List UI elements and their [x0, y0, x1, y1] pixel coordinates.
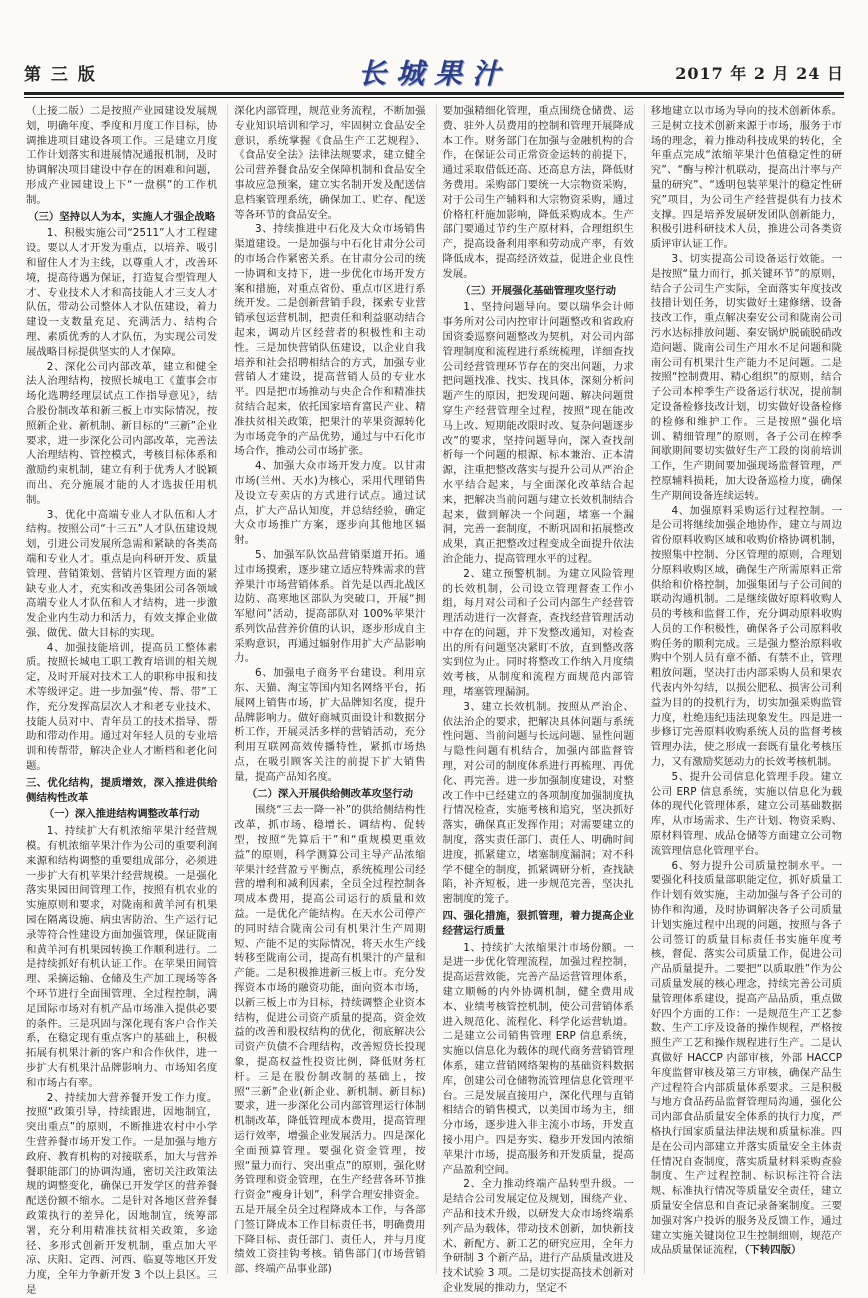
paragraph: 3、建立长效机制。按照从严治企、依法治企的要求，把解决具体问题与系统性问题、当前问题与长远问题、显性问题与隐性问题有机结合，加强内部监督管理，对公司的制度体系进行再梳理、再优化、再完善。进一步加强制度建设，对整改工作中已经建立的各项制度加强制度执行情况检查，实施考核和追究，坚决抓好落实，确保真正发挥作用；对需要建立的制度，落实责任部门、责任人、明确时间进度，抓紧建立，堵塞制度漏洞；对不科学不健全的制度，抓紧调研分析，查找缺陷，补齐短板，进一步规范完善，坚决扎密制度的笼子。	[442, 700, 634, 906]
paragraph: 2、全力推动终端产品转型升级。一是结合公司发展定位及规划，围绕产业、产品和技术升级，以研发大众市场终端系列产品为载体，带动技术创新，加快新技术、新配方、新工艺的研究应用，全年力争研制 3 个新产品，进行产品质量改进及技术试验 3 项。二是切实提高技术创新对企业发展的推动力，坚定不	[442, 1178, 634, 1294]
paragraph: （上接二版）二是按照产业园建设发展规划，明确年度、季度和月度工作目标，协调推进项目建设各项工作。三是建立月度工作计划落实和进展情况通报机制，及时协调解决项目建设中存在的困难和问题，形成产业园建设上下“一盘棋”的工作机制。	[26, 105, 218, 206]
subsection-heading: （一）深入推进结构调整改革行动	[43, 808, 200, 821]
paragraph: 1、积极实施公司“2511”人才工程建设。要以人才开发为重点，以培养、吸引和留住人才为主线，以尊重人才，改善环境，提高待遇为保证，打造复合型管理人才、专业技术人才和高技能人才三支人才队伍，带动公司整体人才队伍建设，着力建设一支数量充足、充满活力、结构合理、素质优秀的人才队伍，为实现公司发展战略目标提供坚实的人才保障。	[26, 227, 218, 358]
text-column-1	[24, 104, 219, 1296]
paragraph: 要加强精细化管理，重点围绕仓储费、运费、驻外人员费用的控制和管理开展降成本工作。财务部门在加强与金融机构的合作，在保证公司正常资金运转的前提下，通过采取借低还高、还高息方法，降低财务费用。采购部门要统一大宗物资采购，对于公司生产辅料和大宗物资采购，通过价格杠杆施加影响，降低采购成本。生产部门要通过节约生产原材料，合理组织生产，提高设备利用率和劳动成产率，有效降低成本，提高经济效益，促进企业良性发展。	[442, 105, 634, 280]
section-heading: 三、优化结构，提质增效，深入推进供给侧结构性改革	[26, 776, 218, 804]
paragraph: 3、优化中高端专业人才队伍和人才结构。按照公司“十三五”人才队伍建设规划，引进公司发展所急需和紧缺的各类高端和专业人才。重点是向科研开发、质量管理、营销策划、营销片区管理方面的紧缺专业人才，充实和改善集团公司各领域高端专业人才队伍和人才结构，进一步激发企业内生动力和活力，有效支撑企业做强、做优、做大目标的实现。	[26, 508, 218, 639]
section-heading: 四、强化措施，狠抓管理，着力提高企业经营运行质量	[442, 910, 634, 937]
continued-on-page-note: （下转四版）	[744, 1244, 802, 1257]
paragraph: 6、加强电子商务平台建设。利用京东、天猫、淘宝等国内知名网络平台，拓展网上销售市场，扩大品牌知名度，提升品牌影响力。做好商城页面设计和数据分析工作，开展灵活多样的营销活动，充分利用互联网高效传播特性，紧抓市场热点，在吸引顾客关注的前提下扩大销售量，提高产品知名度。	[234, 667, 426, 783]
masthead	[24, 56, 844, 88]
paragraph: 5、加强军队饮品营销渠道开拓。通过市场摸索，逐步建立适应特殊需求的营养果汁市场营销体系。首先是以西北战区边防、高寒地区部队为突破口，开展“拥军慰问”活动，提高部队对 100%苹果汁系列饮品营养价值的认识，逐步形成自主采购意识，再通过辐射作用扩大产品影响力。	[234, 548, 426, 665]
issue-date: 2017 年 2 月 24 日	[675, 63, 844, 83]
paragraph: 4、加强技能培训，提高员工整体素质。按照长城电工职工教育培训的相关规定，及时开展对技术工人的职称申报和技术等级评定。进一步加强“传、帮、带”工作，充分发挥高层次人才和老专业技术、技能人员对中、青年员工的技术指导、帮助和带动作用。通过对年轻人员的专业培训和传帮带，解决企业人才断档和老化问题。	[26, 641, 218, 773]
text-column-4	[644, 104, 844, 1274]
paragraph: 2、持续加大营养餐开发工作力度。按照“政策引导，持续跟进，因地制宜，突出重点”的原则，不断推进农村中小学生营养餐市场开发工作。一是加强与地方政府、教育机构的对接联系，加大与营养餐职能部门的协调沟通，密切关注政策法规的调整变化，确保已开发学区的营养餐配送份额不缩水。二是针对各地区营养餐政策执行的差异化，因地制宜，统筹部署，充分利用精准扶贫相关政策，多途径、多形式创新开发机制，重点加大平凉、庆阳、定西、河西、临夏等地区开发力度，全年力争新开发 3 个以上县区。三是	[26, 1091, 218, 1296]
paragraph: 3、切实提高公司设备运行效能。一是按照“量力而行，抓关键环节”的原则，结合子公司生产实际，全面落实年度技改技措计划任务，切实做好土建修缮、设备技改工作，重点解决秦安公司和陇南公司污水达标排放问题、秦安锅炉脱硫脱硝改造问题、陇南公司生产用水不足问题和陇南公司有机果汁生产能力不足问题。二是按照“控制费用、精心组织”的原则，结合子公司本榨季生产设备运行状况，提前制定设备检修技改计划，切实做好设备检修的检修和维护工作。三是按照“强化培训、精细管理”的原则，各子公司在榨季间歇期间要切实做好生产工段的岗前培训工作，生产期间要加强现场监督管理，严控原辅料损耗，加大设备巡检力度，确保生产期间设备连续运转。	[650, 252, 842, 502]
paragraph: 2、深化公司内部改革，建立和健全法人治理结构，按照长城电工《董事会市场化选聘经理层试点工作指导意见》，结合股份制改革和新三板上市实际情况，按照新企业、新机制、新目标的“三新”企业要求，进一步深化公司内部改革，完善法人治理结构、管控模式，考核目标体系和激励约束机制，建立有利于优秀人才脱颖而出、充分施展才能的人才选拔任用机制。	[26, 360, 218, 506]
paragraph: 5、提升公司信息化管理手段。建立公司 ERP 信息系统，实施以信息化为载体的现代化管理体系，建立公司基础数据库，从市场需求、生产计划、物资采购、原材料管理、成品仓储等方面建立公司物流管理信息化管理平台。	[650, 770, 842, 857]
header-rule-thin	[24, 97, 844, 98]
subsection-heading: （三）开展强化基础管理攻坚行动	[460, 284, 617, 297]
paragraph: 4、加强原料采购运行过程控制。一是公司将继续加强企地协作，建立与周边省份原料收购区域和收购价格协调机制，按照集中控制、分区管理的原则，合理划分原料收购区域，确保生产所需原料正常供给和价格控制，加强集团与子公司间的联动沟通机制。二是继续做好原料收购人员的考核和监督工作，充分调动原料收购人员的工作积极性，确保各子公司原料收购任务的顺利完成。三是强力整治原料收购中个别人员有章不循、有禁不止，管理粗放问题，坚决打击内部采购人员和果农代表内外勾结，以损公肥私、损害公司利益为目的的投机行为，切实加强采购监管力度，杜绝违纪违法现象发生。四是进一步修订完善原料收购系统人员的监督考核管理办法，使之形成一套既有量化考核压力，又有激励奖惩动力的长效考核机制。	[650, 504, 842, 769]
paragraph: 3、持续推进中石化及大众市场销售渠道建设。一是加强与中石化甘肃分公司的市场合作紧密关系。在甘肃分公司的统一协调和支持下，进一步优化市场开发方案和措施，对重点省份、重点市区进行系统开发。二是创新营销手段，探索专业营销承包运营机制，把责任和利益驱动结合起来，调动片区经营者的积极性和主动性。三是加快营销队伍建设，以企业自我培养和社会招聘相结合的方式，加强专业营销人才建设，提高营销人员的专业水平。四是把市场推动与央企合作和精准扶贫结合起来，依托国家培育富民产业、精准扶贫相关政策，把果汁的苹果资源转化为市场竞争的产品优势，通过与中石化市场合作，推动公司市场扩张。	[234, 223, 426, 458]
text-column-3	[436, 104, 636, 1294]
text-column-2	[227, 104, 427, 1274]
subsection-heading: （三）坚持以人为本，实施人才强企战略	[28, 210, 216, 223]
paragraph: 6、努力提升公司质量控制水平。一要强化科技质量部职能定位，抓好质量工作计划有效实施，主动加强与各子公司的协作和沟通，及时协调解决各子公司质量计划实施过程中出现的问题，按照与各子公司签订的质量目标责任书实施年度考核，督促、落实公司质量工作，促进公司产品质量提升。二要把“以质取胜”作为公司质量发展的核心理念，持续完善公司质量管理体系建设，提高产品品质，重点做好四个方面的工作：一是规范生产工艺参数、生产工序及设备的操作规程，严格按照生产工艺和操作规程进行生产。二是认真做好 HACCP 内部审核，外部 HACCP 年度监督审核及第三方审核，确保产品生产过程符合内部质量体系要求。三是积极与地方食品药品监督管理局沟通，强化公司内部食品质量安全体系的执行力度，严格执行国家质量法律法规和质量标准。四是在公司内部建立并落实质量安全主体责任情况自查制度，落实质量材料采购查验制度、生产过程控制、标识标注符合法规、标准执行情况等质量安全责任，建立质量安全信息和自查记录备案制度。三要加强对客户投诉的服务及反馈工作，通过建立实施关键岗位卫生控制细则，规范产成品质量保证流程，（下转四版）	[650, 859, 842, 1257]
subsection-heading: （二）深入开展供给侧改革攻坚行动	[246, 787, 413, 800]
newspaper-title: 长城果汁	[357, 57, 511, 90]
paragraph: 4、加强大众市场开发力度。以甘肃市场(兰州、天水)为核心，采用代理销售及设立专卖店的方式进行试点。通过试点，扩大产品认知度，并总结经验，确定大众市场推广方案，逐步向其他地区辐射。	[234, 460, 426, 547]
paragraph: 1、持续扩大有机浓缩苹果汁经营规模。有机浓缩苹果汁作为公司的重要利润来源和结构调整的重要组成部分，必须进一步扩大有机苹果汁经营规模。一是强化落实果园田间管理工作，按照有机农业的实施原则和要求，对陇南和黄羊河有机果园在隔离设施、病虫害防治、生产运行记录等符合性建设方面加强管理，保证陇南和黄羊河有机果园转换工作顺利进行。二是持续抓好有机认证工作。在苹果田间管理、采摘运输、仓储及生产加工现场等各个环节进行全面围管理、全过程控制，满足国际市场对有机产品市场准入提供必要的条件。三是巩固与深化现有客户合作关系，在稳定现有重点客户的基础上，积极拓展有机果汁新的客户和合作伙伴，进一步扩大有机果汁品牌影响力、市场知名度和市场占有率。	[26, 825, 218, 1089]
header-rule	[24, 92, 844, 95]
paragraph: 围绕“三去一降一补”的供给侧结构性改革，抓市场、稳增长、调结构、促转型，按照“先算后干”和“重规模更重效益”的原则，科学测算公司主导产品浓缩苹果汁经营盈亏平衡点，系统梳理公司经营的增利和减利因素，全员全过程控制各项成本费用，提高公司运行的质量和效益。一是优化产能结构。在天水公司停产的同时结合陇南公司有机果汁生产周期短、产能不足的实际情况，将天水生产线转移至陇南公司，提高有机果汁的产量和产能。二是积极推进新三板上市。充分发挥资本市场的融资功能，面向资本市场，以新三板上市为目标，持续调整企业资本结构，促进公司资产质量的提高，资金效益的改善和股权结构的优化，彻底解决公司资产负债不合理结构，改善短贷长投现象，提高权益性投资比例，降低财务杠杆。三是在股份制改制的基础上，按照“三新”企业(新企业、新机制、新目标)要求，进一步深化公司内部管理运行体制机制改革，降低管理成本费用，提高管理运行效率，增强企业发展活力。四是深化全面预算管理。要强化资金管理，按照“量力而行、突出重点”的原则，强化财务管理和资金管理，在生产经营各环节推行资金“瘦身计划”，科学合理安排资金。五是开展全员全过程降成本工作，与各部门签订降成本工作目标责任书，明确费用下降目标、责任部门、责任人，并与月度绩效工资挂钩考核。销售部门(市场营销部、终端产品事业部)	[234, 804, 426, 1276]
paragraph: 2、建立预警机制。为建立风险管理的长效机制，公司设立管理督查工作小组，每月对公司和子公司内部生产经营管理活动进行一次督查，查找经营管理活动中存在的问题，并下发整改通知，对检查出的所有问题坚决紧盯不放，直到整改落实到位为止。同时将整改工作纳入月度绩效考核，从制度和流程方面规范内部管理，堵塞管理漏洞。	[442, 567, 634, 699]
paragraph: 深化内部管理，规范业务流程，不断加强专业知识培训和学习，牢固树立食品安全意识，系统掌握《食品生产工艺规程》、《食品安全法》法律法规要求，建立健全公司营养餐食品安全保障机制和食品安全事故应急预案，建立实名制开发及配送信息档案管理系统，确保加工、贮存、配送等各环节的食品安全。	[234, 105, 426, 221]
paragraph: 1、坚持问题导向。要以瑞华会计师事务所对公司内控审计问题整改和省政府国资委巡察问题整改为契机，对公司内部管理制度和流程进行系统梳理，详细查找公司经营管理环节存在的突出问题，力求把问题找准、找实、找具体，深刻分析问题产生的原因，把发现问题、解决问题贯穿生产经营管理全过程，按照“现在能改马上改、短期能改限时改、复杂问题逐步改”的要求，坚持问题导向，深入查找剖析每一个问题的根源、标本兼治、正本清源，注重把整改落实与提升公司从严治企水平结合起来，与全面深化改革结合起来，把解决当前问题与建立长效机制结合起来，做到解决一个问题，堵塞一个漏洞，完善一套制度，不断巩固和拓展整改成果，真正把整改过程变成全面提升依法治企能力、提高管理水平的过程。	[442, 301, 634, 565]
paragraph: 1、持续扩大浓缩果汁市场份额。一是进一步优化管理流程，加强过程控制，提高运营效能，完善产品运营管理体系，建立顺畅的内外协调机制，健全费用成本、业绩考核管控机制，使公司营销体系进入规范化、流程化、科学化运营轨道。二是建立公司销售管理 ERP 信息系统，实施以信息化为载体的现代商务营销管理体系，建立营销网络架构的基础资料数据库，创建公司仓储物流管理信息化管理平台。三是发展直接用户，深化代理与直销相结合的销售模式，以美国市场为主，细分市场，逐步进入非主流小市场，开发直接小用户。四是夯实、稳步开发国内浓缩苹果汁市场，提高服务和开发质量，提高产品盈利空间。	[442, 941, 634, 1176]
edition-label: 第 三 版	[24, 64, 97, 85]
article-columns	[24, 104, 844, 1296]
paragraph: 移地建立以市场为导向的技术创新体系。三是树立技术创新来源于市场，服务于市场的理念，着力推动科技成果的转化，全年重点完成“浓缩苹果汁色值稳定性的研究”、“酶与榨汁机联动，提高出汁率与产量的研究”、“透明包装苹果汁的稳定性研究”项目，为公司生产经营提供有力技术支撑。四是培养发展研发团队创新能力，积极引进科研技术人员，推进公司各类资质评审认证工作。	[650, 105, 842, 251]
